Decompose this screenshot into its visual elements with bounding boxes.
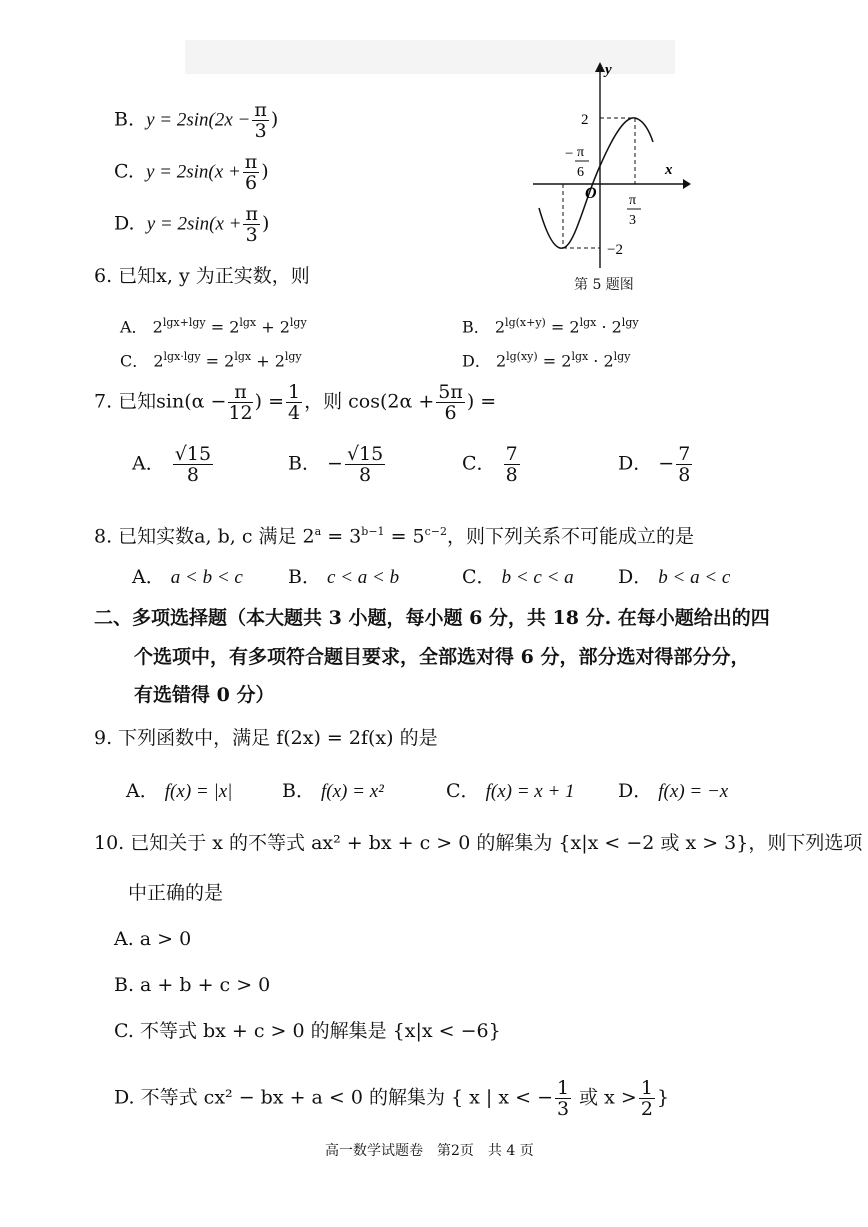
q7-option-a: A． $\frac{√15}{8}$ xyxy=(132,443,212,486)
y-axis-label: y xyxy=(605,62,612,78)
section-heading-line-3: 有选错得 0 分） xyxy=(134,684,275,706)
q6-option-d: D． $2^{lg(xy)} = 2^{lgx} \cdot 2^{lgy}$ xyxy=(462,350,631,371)
q10-option-c: C. 不等式 bx + c > 0 的解集是 {x|x < −6} xyxy=(114,1020,501,1042)
y-max-label: 2 xyxy=(581,112,589,128)
q10-stem-line-2: 中正确的是 xyxy=(128,882,224,904)
origin-label: O xyxy=(585,185,597,202)
q9-stem: 9. 下列函数中，满足 f(2x) = 2f(x) 的是 xyxy=(94,727,438,749)
q9-option-a: A． f(x) = |x| xyxy=(126,780,233,802)
q9-option-d: D． f(x) = −x xyxy=(618,780,729,802)
figure-caption: 第 5 题图 xyxy=(574,277,634,293)
x-axis-label: x xyxy=(665,162,673,178)
q7-stem: 7. 已知sin(α − $\frac{\pi}{12}$ ) = $\frac{1}{4}$ ，则 cos(2α + $\frac{5\pi}{6}$ ) = xyxy=(94,381,497,424)
q8-stem: 8. 已知实数a, b, c 满足 $2^a = 3^{b-1} = 5^{c-2}$，则下列关系不可能成立的是 xyxy=(94,525,695,548)
section-heading-line-1: 二、多项选择题（本大题共 3 小题，每小题 6 分，共 18 分. 在每小题给出的四 xyxy=(94,607,770,629)
q5-option-b: B. y = 2sin(2x − $\frac{\pi}{3}$ ) xyxy=(114,99,279,142)
q10-stem-line-1: 10. 已知关于 x 的不等式 ax² + bx + c > 0 的解集为 {x|x < −2 或 x > 3}，则下列选项 xyxy=(94,832,863,854)
q8-option-d: D． b < a < c xyxy=(618,566,731,588)
q5-option-c: C. y = 2sin(x + $\frac{\pi}{6}$ ) xyxy=(114,151,269,194)
q5-option-d: D. y = 2sin(x + $\frac{\pi}{3}$ ) xyxy=(114,203,270,246)
q7-option-d: D． − $\frac{7}{8}$ xyxy=(618,443,691,486)
q7-option-b: B． − $\frac{√15}{8}$ xyxy=(288,443,384,486)
q9-option-b: B． f(x) = x² xyxy=(282,780,384,802)
q8-option-c: C． b < c < a xyxy=(462,566,574,588)
x-left-sign: − xyxy=(565,146,574,162)
q5-sine-graph xyxy=(525,58,695,273)
q10-option-a: A. a > 0 xyxy=(114,928,192,950)
q6-option-a: A． $2^{lgx+lgy} = 2^{lgx} + 2^{lgy}$ xyxy=(120,316,307,337)
sine-curve xyxy=(539,118,653,248)
q6-stem: 6. 已知x, y 为正实数，则 xyxy=(94,265,310,287)
q7-option-c: C． $\frac{7}{8}$ xyxy=(462,443,518,486)
q8-option-a: A． a < b < c xyxy=(132,566,243,588)
section-heading-line-2: 个选项中，有多项符合题目要求，全部选对得 6 分，部分选对得部分分， xyxy=(134,646,750,668)
y-axis-arrow xyxy=(595,62,605,72)
q10-option-b: B. a + b + c > 0 xyxy=(114,974,271,996)
page-footer: 高一数学试题卷 第2页 共 4 页 xyxy=(325,1143,534,1159)
x-right-den: 3 xyxy=(629,213,636,228)
y-min-label: −2 xyxy=(607,242,623,258)
q6-option-b: B． $2^{lg(x+y)} = 2^{lgx} \cdot 2^{lgy}$ xyxy=(462,316,639,337)
x-left-num: π xyxy=(577,145,585,160)
q9-option-c: C． f(x) = x + 1 xyxy=(446,780,575,802)
x-axis-arrow xyxy=(683,179,691,189)
q8-option-b: B． c < a < b xyxy=(288,566,400,588)
q10-option-d: D. 不等式 cx² − bx + a < 0 的解集为 { x | x < − $\frac{1}{3}$ 或 x > $\frac{1}{2}$ } xyxy=(114,1077,670,1120)
x-right-num: π xyxy=(629,193,637,208)
x-left-den: 6 xyxy=(577,165,584,180)
q6-option-c: C． $2^{lgx\cdot lgy} = 2^{lgx} + 2^{lgy}$ xyxy=(120,350,302,371)
